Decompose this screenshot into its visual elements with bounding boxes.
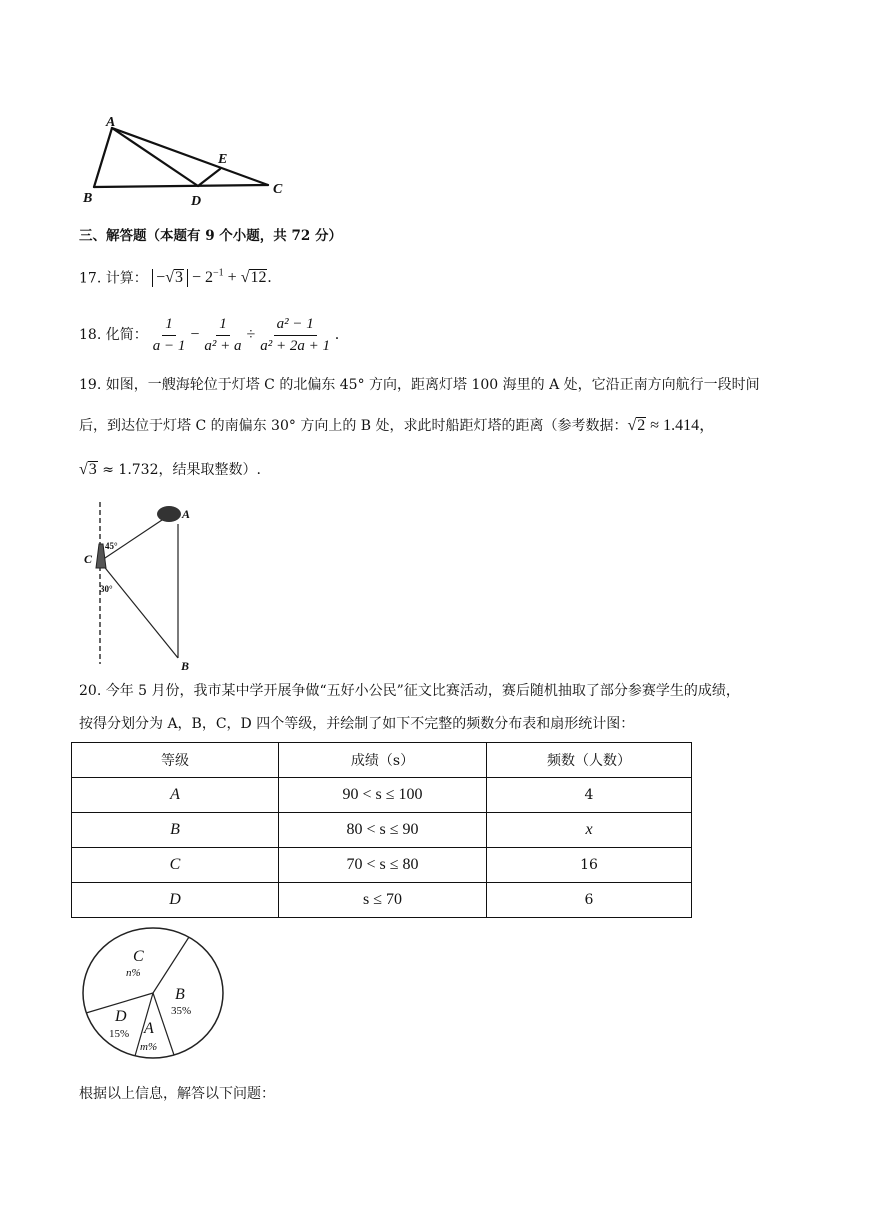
fraction-3: $\frac{\text{a² − 1}}{\text{a² + 2a + 1}}$ <box>260 315 331 354</box>
question-20-line-1: 20. 今年 5 月份，我市某中学开展争做“五好小公民”征文比赛活动，赛后随机抽取了部分参赛学生的成绩， <box>79 683 740 699</box>
cell-score: 90 < s ≤ 100 <box>279 778 487 813</box>
label-d: D <box>191 194 202 209</box>
segment-de <box>198 169 220 186</box>
section-heading: 三、解答题（本题有 9 个小题，共 72 分） <box>79 228 342 244</box>
cell-score: 80 < s ≤ 90 <box>279 813 487 848</box>
question-18: 18. 化简： $\frac{1}{a - 1}$ − $\frac{1}{\text{a² + a}}$ ÷ $\frac{\text{a² − 1}}{\text{a² + 2a + 1}}$ . <box>79 315 340 354</box>
sector-c-pct: n% <box>126 967 141 979</box>
sector-a-pct: m% <box>140 1041 158 1053</box>
q19-sqrt3: 3 <box>88 461 97 478</box>
cell-score: 70 < s ≤ 80 <box>279 848 487 883</box>
header-score: 成绩（s） <box>279 743 487 778</box>
pie-chart <box>78 924 228 1064</box>
sector-d-pct: 15% <box>109 1028 130 1040</box>
angle-30: 30° <box>100 584 113 594</box>
abs-value: −√3 <box>152 269 188 287</box>
q17-prefix: 17. 计算： <box>79 270 148 287</box>
cell-grade: A <box>72 778 279 813</box>
cell-score: s ≤ 70 <box>279 883 487 918</box>
segment-ca <box>102 520 162 560</box>
label-c: C <box>273 182 283 197</box>
sector-b-pct: 35% <box>171 1005 192 1017</box>
sector-b-letter: B <box>175 986 185 1003</box>
table-header-row <box>72 743 692 778</box>
sector-c-letter: C <box>133 948 144 965</box>
fraction-2: $\frac{1}{\text{a² + a}}$ <box>204 315 242 354</box>
cell-frequency: 6 <box>487 883 692 918</box>
label-b: B <box>181 659 190 673</box>
label-e: E <box>218 152 228 167</box>
label-b: B <box>83 191 93 206</box>
q17-exponent: −1 <box>213 268 224 279</box>
label-a: A <box>182 507 191 521</box>
ship-icon <box>157 506 181 522</box>
q18-minus: − <box>190 326 200 343</box>
header-frequency: 频数（人数） <box>487 743 692 778</box>
q18-prefix: 18. 化简： <box>79 327 148 343</box>
table-row <box>72 813 692 848</box>
cell-frequency: 4 <box>487 778 692 813</box>
q18-divide: ÷ <box>246 326 256 343</box>
question-20-line-2: 按得分划分为 A，B，C，D 四个等级，并绘制了如下不完整的频数分布表和扇形统计图： <box>79 716 635 732</box>
cell-grade: B <box>72 813 279 848</box>
q17-op2: + <box>223 269 241 287</box>
triangle-figure <box>80 112 300 212</box>
q19-sqrt2: 2 <box>637 417 646 434</box>
cell-grade: C <box>72 848 279 883</box>
fraction-1: $\frac{1}{a - 1}$ <box>152 315 186 354</box>
label-a: A <box>106 115 116 130</box>
question-17: 17. 计算： $-√3 - 2^{-1} + √12$. <box>79 268 272 287</box>
frequency-table <box>71 742 692 918</box>
q17-sqrt3: 3 <box>174 269 183 287</box>
segment-ac <box>112 128 268 185</box>
question-19-line-1: 19. 如图，一艘海轮位于灯塔 C 的北偏东 45° 方向，距离灯塔 100 海里的 A 处，它沿正南方向航行一段时间 <box>79 377 760 393</box>
label-c: C <box>84 552 93 566</box>
cell-frequency: 16 <box>487 848 692 883</box>
cell-grade: D <box>72 883 279 918</box>
q17-op1: − 2 <box>187 269 214 287</box>
closing-text: 根据以上信息，解答以下问题： <box>79 1086 275 1102</box>
angle-45: 45° <box>105 541 118 551</box>
cell-frequency: x <box>487 813 692 848</box>
segment-ab <box>94 128 112 187</box>
lighthouse-figure <box>80 498 210 674</box>
segment-bc <box>94 185 268 187</box>
question-19-line-3: √3 ≈ 1.732，结果取整数）. <box>79 461 261 478</box>
segment-ad <box>112 128 198 186</box>
segment-cb <box>102 564 178 658</box>
table-row <box>72 848 692 883</box>
table-row <box>72 883 692 918</box>
sector-d-letter: D <box>115 1008 127 1025</box>
table-row <box>72 778 692 813</box>
question-19-line-2: 后，到达位于灯塔 C 的南偏东 30° 方向上的 B 处，求此时船距灯塔的距离（参考数据：√2 ≈ 1.414， <box>79 417 716 434</box>
header-grade: 等级 <box>72 743 279 778</box>
sector-a-letter: A <box>144 1020 154 1037</box>
q17-sqrt12: 12 <box>250 269 267 287</box>
